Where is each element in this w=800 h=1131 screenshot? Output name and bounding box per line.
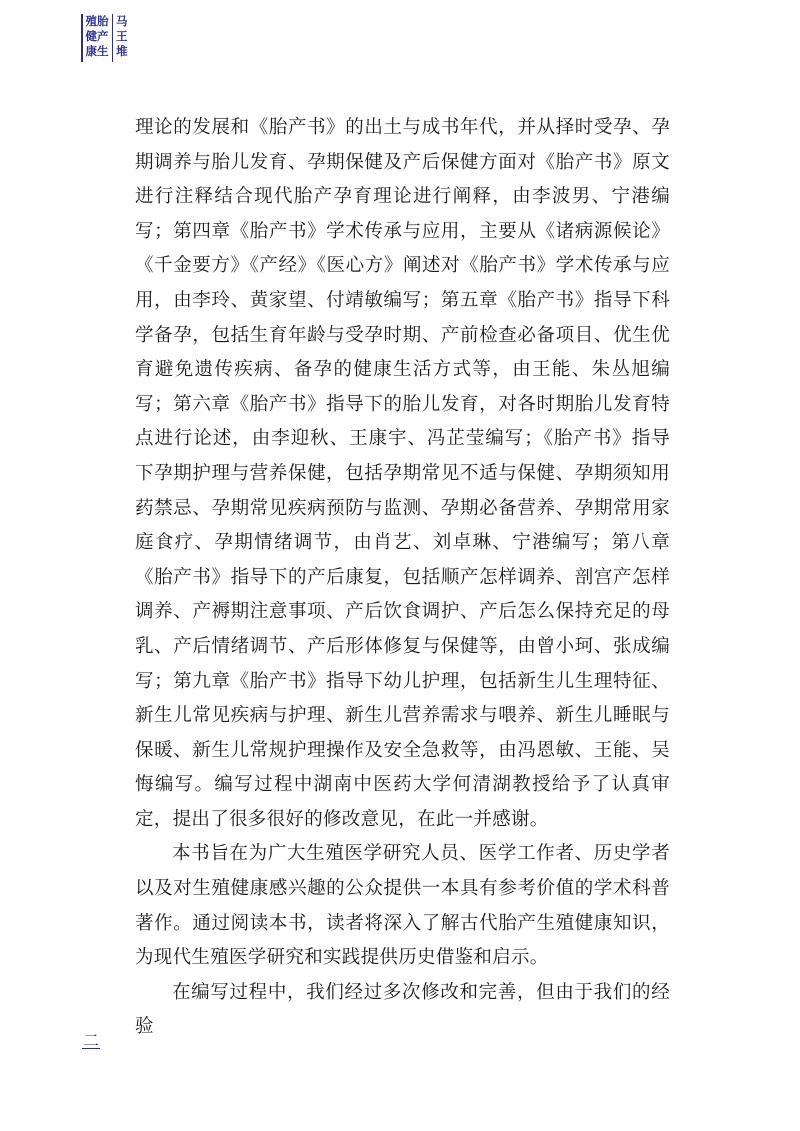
header-divider xyxy=(81,14,83,62)
paragraph: 理论的发展和《胎产书》的出土与成书年代，并从择时受孕、孕期调养与胎儿发育、孕期保健及产后保健方面对《胎产书》原文进行注释结合现代胎产孕育理论进行阐释，由李波男、宁港编写；第四章《胎产书》学术传承与应用，主要从《诸病源候论》《千金要方》《产经》《医心方》阐述对《胎产书》学术传承与应用，由李玲、黄家望、付靖敏编写；第五章《胎产书》指导下科学备孕，包括生育年龄与受孕时期、产前检查必备项目、优生优育避免遗传疾病、备孕的健康生活方式等，由王能、朱丛旭编写；第六章《胎产书》指导下的胎儿发育，对各时期胎儿发育特点进行论述，由李迎秋、王康宇、冯芷莹编写；《胎产书》指导下孕期护理与营养保健，包括孕期常见不适与保健、孕期须知用药禁忌、孕期常见疾病预防与监测、孕期必备营养、孕期常用家庭食疗、孕期情绪调节，由肖艺、刘卓琳、宁港编写；第八章《胎产书》指导下的产后康复，包括顺产怎样调养、剖宫产怎样调养、产褥期注意事项、产后饮食调护、产后怎么保持充足的母乳、产后情绪调节、产后形体修复与保健等，由曾小珂、张成编写；第九章《胎产书》指导下幼儿护理，包括新生儿生理特征、新生儿常见疾病与护理、新生儿营养需求与喂养、新生儿睡眠与保暖、新生儿常规护理操作及安全急救等，由冯恩敏、王能、吴悔编写。编写过程中湖南中医药大学何清湖教授给予了认真审定，提出了很多很好的修改意见，在此一并感谢。 xyxy=(135,117,670,830)
body-text xyxy=(135,111,670,1045)
paragraph: 在编写过程中，我们经过多次修改和完善，但由于我们的经验 xyxy=(135,981,670,1038)
header-text: 马 xyxy=(116,14,128,28)
header-title-column-1 xyxy=(86,14,112,59)
page-number: 二 xyxy=(83,1031,100,1050)
header-text: 康生 xyxy=(85,44,109,58)
running-header xyxy=(81,14,130,62)
header-text: 健产 xyxy=(85,29,109,43)
header-title-column-2 xyxy=(116,14,130,59)
header-text: 王 xyxy=(116,29,128,43)
paragraph: 本书旨在为广大生殖医学研究人员、医学工作者、历史学者以及对生殖健康感兴趣的公众提供一本具有参考价值的学术科普著作。通过阅读本书，读者将深入了解古代胎产生殖健康知识，为现代生殖医学研究和实践提供历史借鉴和启示。 xyxy=(135,843,670,969)
header-text: 堆 xyxy=(116,44,128,58)
header-text: 殖胎 xyxy=(85,14,109,28)
header-divider xyxy=(112,14,114,62)
